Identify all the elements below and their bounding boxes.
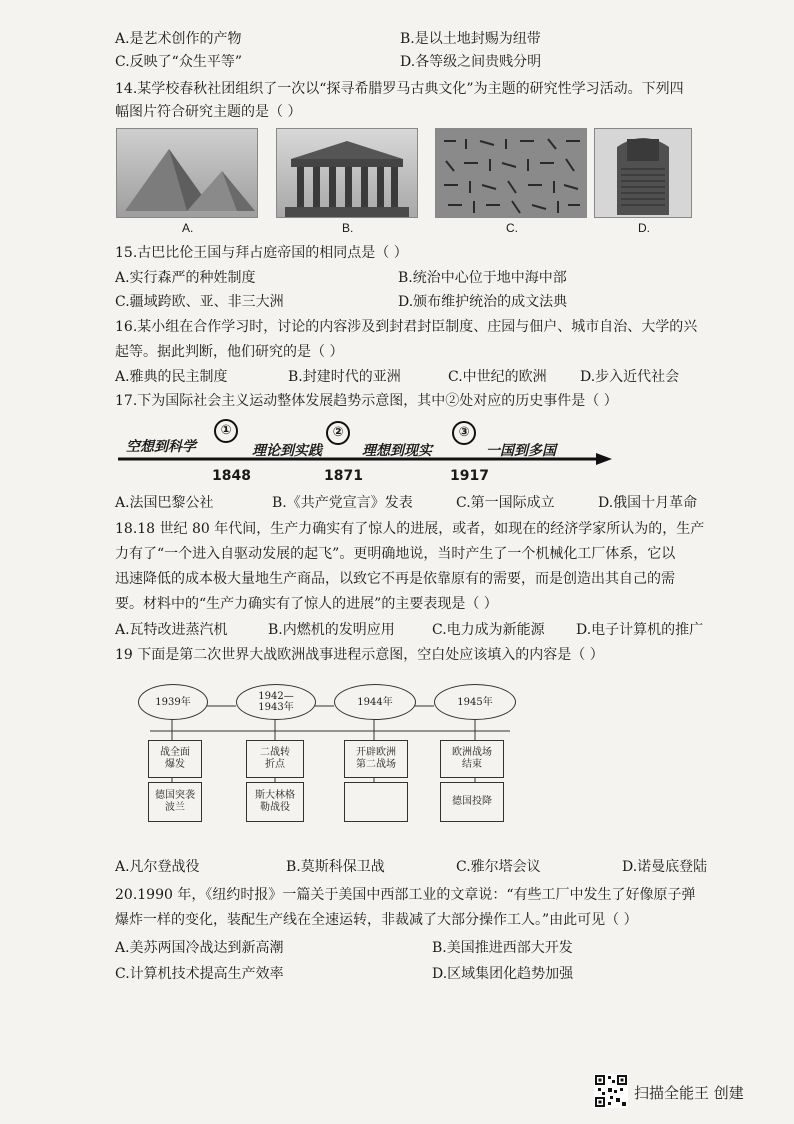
q17-option-c: C.第一国际成立 <box>456 495 555 511</box>
q13-option-a: A.是艺术创作的产物 <box>115 31 242 47</box>
q18-option-b: B.内燃机的发明应用 <box>268 622 395 638</box>
q13-option-c: C.反映了“众生平等” <box>115 54 242 70</box>
diagram-stage-2 <box>246 740 304 778</box>
diagram-year-label: 1945年 <box>457 696 493 708</box>
q19-option-c: C.雅尔塔会议 <box>456 859 541 875</box>
timeline-marker-3: ③ <box>452 421 476 445</box>
q14-caption-d: D. <box>638 221 650 235</box>
q18-stem-line4: 要。材料中的“生产力确实有了惊人的进展”的主要表现是（ ） <box>115 596 498 612</box>
q13-option-b: B.是以土地封赐为纽带 <box>400 31 541 47</box>
pyramid-image <box>116 128 258 218</box>
q18-option-c: C.电力成为新能源 <box>432 622 545 638</box>
diagram-year-1939 <box>138 684 208 720</box>
q16-stem-line2: 起等。据此判断，他们研究的是（ ） <box>115 344 344 360</box>
q18-stem-line3: 迅速降低的成本极大量地生产商品，以致它不再是依靠原有的需要，而是创造出其自己的需 <box>115 571 675 587</box>
q20-option-a: A.美苏两国冷战达到新高潮 <box>115 940 284 956</box>
q14-caption-c: C. <box>506 221 518 235</box>
cuneiform-image <box>435 128 587 218</box>
q16-stem-line1: 16.某小组在合作学习时，讨论的内容涉及到封君封臣制度、庄园与佃户、城市自治、大学的兴 <box>115 319 698 335</box>
parthenon-image <box>276 128 418 218</box>
q20-option-b: B.美国推进西部大开发 <box>432 940 573 956</box>
q16-option-a: A.雅典的民主制度 <box>115 369 228 385</box>
q20-stem-line1: 20.1990 年，《纽约时报》一篇关于美国中西部工业的文章说：“有些工厂中发生了好像原子弹 <box>115 887 696 903</box>
q17-stem: 17.下为国际社会主义运动整体发展趋势示意图，其中②处对应的历史事件是（ ） <box>115 393 618 409</box>
diagram-stage-label: 欧洲战场结束 <box>452 747 492 770</box>
diagram-stage-label: 开辟欧洲第二战场 <box>356 747 396 770</box>
q19-option-d: D.诺曼底登陆 <box>622 859 708 875</box>
diagram-year-label: 1942—1943年 <box>258 691 294 713</box>
diagram-event-4 <box>440 782 504 822</box>
diagram-stage-3 <box>344 740 408 778</box>
q17-option-d: D.俄国十月革命 <box>598 495 698 511</box>
q15-option-a: A.实行森严的种姓制度 <box>115 270 256 286</box>
q14-caption-a: A. <box>182 221 194 235</box>
diagram-event-blank <box>344 782 408 822</box>
qr-code-icon <box>594 1074 628 1108</box>
diagram-year-1944 <box>334 684 416 720</box>
diagram-year-label: 1939年 <box>155 696 191 708</box>
scanner-watermark: 扫描全能王 创建 <box>634 1084 744 1102</box>
diagram-event-label: 斯大林格勒战役 <box>255 790 295 813</box>
q16-option-c: C.中世纪的欧洲 <box>448 369 547 385</box>
q20-option-c: C.计算机技术提高生产效率 <box>115 966 284 982</box>
diagram-year-1942-1943 <box>236 684 316 720</box>
q17-option-b: B.《共产党宣言》发表 <box>272 495 413 511</box>
q14-caption-b: B. <box>342 221 354 235</box>
diagram-year-1945 <box>434 684 516 720</box>
q17-option-a: A.法国巴黎公社 <box>115 495 214 511</box>
timeline-year-2: 1871 <box>324 468 363 484</box>
q13-option-d: D.各等级之间贵贱分明 <box>400 54 542 70</box>
q15-option-d: D.颁布维护统治的成文法典 <box>398 294 568 310</box>
q14-stem-line1: 14.某学校春秋社团组织了一次以“探寻希腊罗马古典文化”为主题的研究性学习活动。下列四 <box>115 81 684 97</box>
timeline-label-2: 理论到实践 <box>252 443 322 459</box>
q18-option-d: D.电子计算机的推广 <box>576 622 704 638</box>
q15-stem: 15.古巴比伦王国与拜占庭帝国的相同点是（ ） <box>115 245 408 261</box>
diagram-event-2 <box>246 782 304 822</box>
q20-option-d: D.区域集团化趋势加强 <box>432 966 574 982</box>
timeline-year-3: 1917 <box>450 468 489 484</box>
timeline-label-3: 理想到现实 <box>362 443 432 459</box>
q15-option-c: C.疆域跨欧、亚、非三大洲 <box>115 294 284 310</box>
diagram-stage-label: 二战转折点 <box>260 747 290 770</box>
diagram-stage-1 <box>148 740 202 778</box>
diagram-year-label: 1944年 <box>357 696 393 708</box>
q19-option-a: A.凡尔登战役 <box>115 859 200 875</box>
diagram-event-label: 德国突袭波兰 <box>155 790 195 813</box>
timeline-marker-2: ② <box>326 421 350 445</box>
q19-stem: 19 下面是第二次世界大战欧洲战事进程示意图，空白处应该填入的内容是（ ） <box>115 647 604 663</box>
q16-option-d: D.步入近代社会 <box>580 369 680 385</box>
q18-option-a: A.瓦特改进蒸汽机 <box>115 622 228 638</box>
timeline-label-4: 一国到多国 <box>486 443 556 459</box>
q15-option-b: B.统治中心位于地中海中部 <box>398 270 567 286</box>
q20-stem-line2: 爆炸一样的变化，装配生产线在全速运转，非裁减了大部分操作工人。”由此可见（ ） <box>115 912 638 928</box>
q16-option-b: B.封建时代的亚洲 <box>288 369 401 385</box>
timeline-label-1: 空想到科学 <box>126 439 196 455</box>
diagram-event-1 <box>148 782 202 822</box>
diagram-stage-4 <box>440 740 504 778</box>
q18-stem-line1: 18.18 世纪 80 年代间，生产力确实有了惊人的进展，或者，如现在的经济学家所认为的，生产 <box>115 521 705 537</box>
hammurabi-stele-image <box>594 128 692 218</box>
q19-option-b: B.莫斯科保卫战 <box>286 859 385 875</box>
diagram-event-label: 德国投降 <box>452 796 492 807</box>
timeline-year-1: 1848 <box>212 468 251 484</box>
timeline-marker-1: ① <box>214 419 238 443</box>
diagram-stage-label: 战全面爆发 <box>160 747 190 770</box>
q14-stem-line2: 幅图片符合研究主题的是（ ） <box>115 104 302 120</box>
q18-stem-line2: 力有了“一个进入自驱动发展的起飞”。更明确地说，当时产生了一个机械化工厂体系，它以 <box>115 546 676 562</box>
